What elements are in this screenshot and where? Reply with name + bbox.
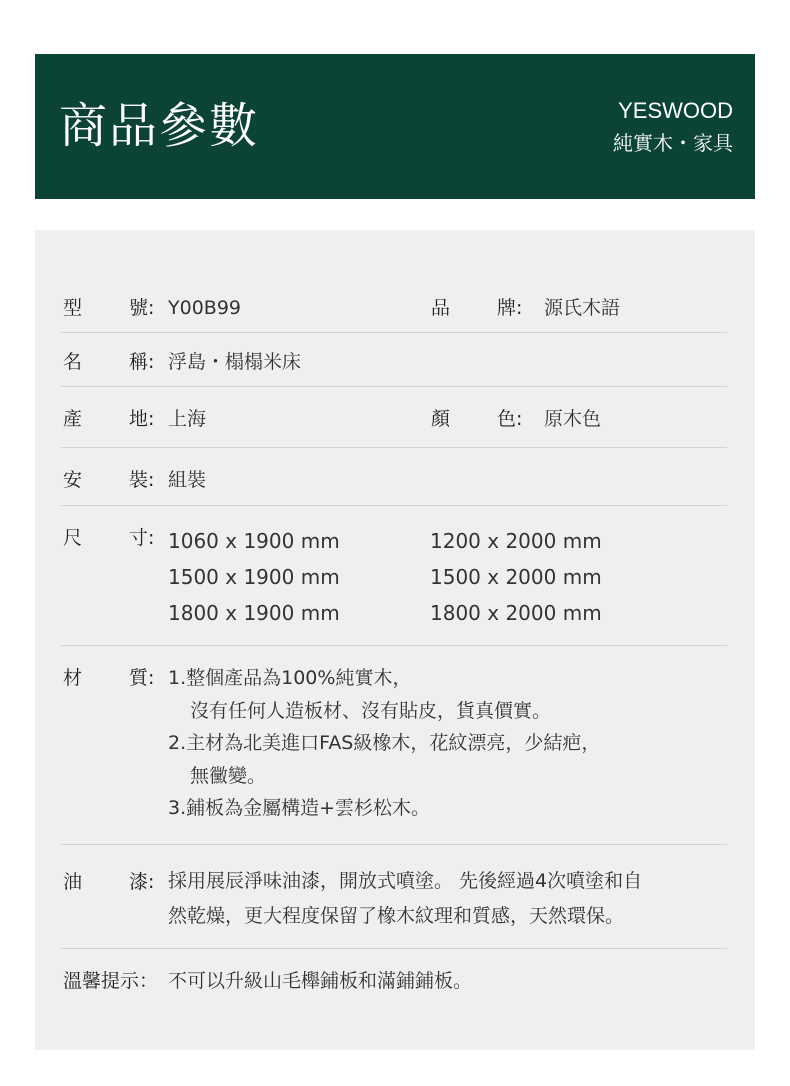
brand-block bbox=[613, 98, 733, 160]
spec-panel bbox=[35, 230, 755, 1050]
size-option: 1500 x 1900 mm bbox=[168, 565, 340, 589]
material-line: 1.整個產品為100%純實木， bbox=[168, 667, 412, 689]
name-label-2: 稱: bbox=[129, 351, 155, 373]
divider bbox=[61, 844, 727, 845]
size-list-right bbox=[430, 523, 602, 631]
divider bbox=[61, 948, 727, 949]
material-text bbox=[168, 662, 600, 825]
install-value: 組裝 bbox=[168, 469, 207, 491]
model-label-2: 號: bbox=[129, 297, 155, 319]
divider bbox=[61, 505, 727, 506]
spec-row-name bbox=[61, 347, 727, 377]
size-label-1: 尺 bbox=[63, 527, 83, 549]
tip-value: 不可以升級山毛櫸鋪板和滿鋪鋪板。 bbox=[168, 970, 473, 992]
size-label-2: 寸: bbox=[129, 527, 155, 549]
brand-name-en: YESWOOD bbox=[618, 98, 733, 123]
spec-row-paint bbox=[61, 867, 727, 939]
model-value: Y00B99 bbox=[168, 297, 241, 319]
size-option: 1200 x 2000 mm bbox=[430, 529, 602, 553]
origin-value: 上海 bbox=[168, 408, 207, 430]
model-label-1: 型 bbox=[63, 297, 83, 319]
name-label-1: 名 bbox=[63, 351, 83, 373]
size-option: 1800 x 2000 mm bbox=[430, 601, 602, 625]
paint-label-1: 油 bbox=[63, 871, 83, 893]
spec-row-origin-color bbox=[61, 404, 727, 434]
install-label-2: 裝: bbox=[129, 469, 155, 491]
size-list-left bbox=[168, 523, 340, 631]
material-line: 沒有任何人造板材、沒有貼皮，貨真價實。 bbox=[190, 699, 552, 722]
install-label-1: 安 bbox=[63, 469, 83, 491]
name-value: 浮島・榻榻米床 bbox=[168, 351, 302, 373]
spec-row-tip bbox=[61, 966, 727, 996]
header-banner bbox=[35, 54, 755, 199]
paint-line: 採用展辰淨味油漆，開放式噴塗。 先後經過4次噴塗和自 bbox=[168, 870, 643, 892]
paint-line: 然乾燥，更大程度保留了橡木紋理和質感，天然環保。 bbox=[168, 905, 625, 927]
divider bbox=[61, 386, 727, 387]
size-option: 1800 x 1900 mm bbox=[168, 601, 340, 625]
origin-label-1: 產 bbox=[63, 408, 83, 430]
size-option: 1500 x 2000 mm bbox=[430, 565, 602, 589]
tip-label: 溫馨提示： bbox=[63, 970, 159, 992]
divider bbox=[61, 645, 727, 646]
spec-row-material bbox=[61, 663, 727, 828]
divider bbox=[61, 332, 727, 333]
divider bbox=[61, 447, 727, 448]
spec-row-size bbox=[61, 523, 727, 633]
material-line: 無黴變。 bbox=[190, 764, 267, 787]
origin-label-2: 地: bbox=[129, 408, 155, 430]
paint-label-2: 漆: bbox=[129, 871, 155, 893]
size-option: 1060 x 1900 mm bbox=[168, 529, 340, 553]
material-label-2: 質: bbox=[129, 667, 155, 689]
color-value: 原木色 bbox=[544, 408, 602, 430]
page-title: 商品參數 bbox=[59, 98, 260, 154]
brand-tagline: 純實木・家具 bbox=[613, 131, 733, 155]
brand-label-2: 牌: bbox=[497, 297, 523, 319]
brand-label-1: 品 bbox=[431, 297, 451, 319]
brand-value: 源氏木語 bbox=[544, 297, 621, 319]
material-line: 2.主材為北美進口FAS級橡木，花紋漂亮，少結疤， bbox=[168, 732, 601, 754]
material-line: 3.鋪板為金屬構造+雲杉松木。 bbox=[168, 797, 431, 819]
color-label-1: 顏 bbox=[431, 408, 451, 430]
paint-text bbox=[168, 864, 642, 934]
spec-row-model-brand bbox=[61, 293, 727, 323]
spec-row-install bbox=[61, 465, 727, 495]
color-label-2: 色: bbox=[497, 408, 523, 430]
material-label-1: 材 bbox=[63, 667, 83, 689]
